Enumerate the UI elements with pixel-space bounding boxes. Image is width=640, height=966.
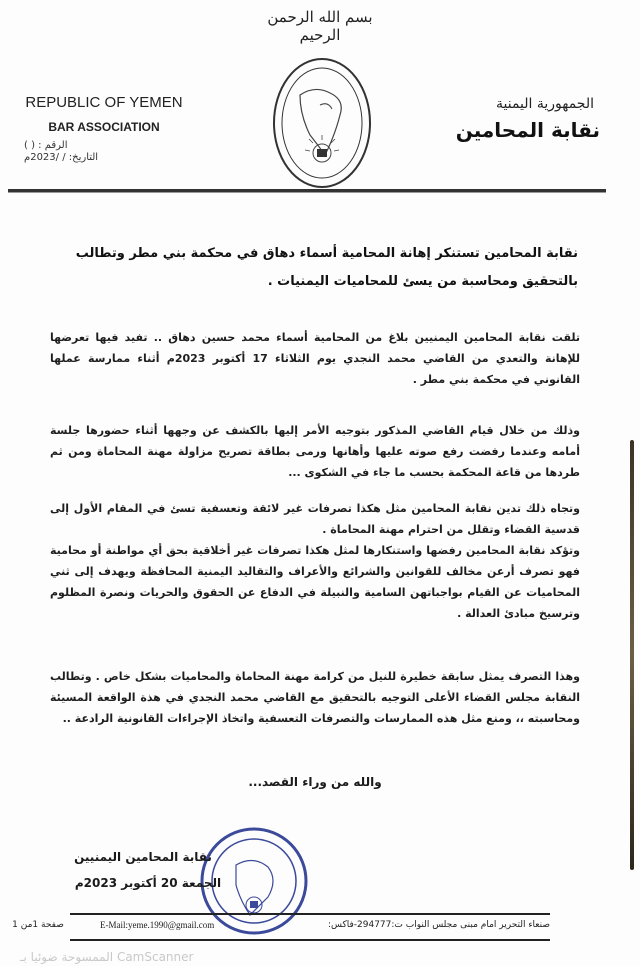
paragraph-4: وتؤكد نقابة المحامين رفضها واستنكارها لمثل هكذا تصرفات غير أخلاقية بحق أي مواطنة أو محامية فهو تصرف أرعن مخالف للقوانين والشرائع والأعراف والتقاليد اليمنية المحافظة ويهدف إلى ثني المحاميات عن القيام بواجباتهن السامية والنبيلة في الدفاع عن الحقوق والحريات ونصرة المظلوم وترسيخ مبادئ العدالة . (50, 544, 580, 620)
footer-top-rule (70, 913, 550, 915)
footer-address: صنعاء التحرير أمام مبنى مجلس النواب ت:294777-فاكس: (327, 920, 550, 930)
bar-association-emblem-logo (270, 55, 374, 191)
header-divider (8, 189, 606, 193)
reference-date: التاريخ: / /2023م (24, 152, 99, 163)
arabic-country-heading: الجمهورية اليمنية (495, 96, 594, 112)
camscanner-watermark: CamScanner الممسوحة ضوئيا بـ (20, 950, 194, 964)
statement-title: نقابة المحامين تستنكر إهانة المحامية أسماء دهاق في محكمة بني مطر وتطالب بالتحقيق ومحاسبة من يسئ للمحاميات اليمنيات . (75, 246, 578, 289)
reference-block (24, 140, 154, 164)
signature-date: الجمعة 20 أكتوبر 2023م (74, 876, 222, 890)
footer-email: E-Mail:yeme.1990@gmail.com (100, 920, 215, 930)
republic-of-yemen-heading: REPUBLIC OF YEMEN (25, 94, 183, 111)
basmala-calligraphy: بسم الله الرحمن الرحيم (267, 8, 373, 44)
page-indicator: صفحة 1من 1 (12, 920, 64, 930)
bar-association-heading: BAR ASSOCIATION (48, 120, 160, 134)
paragraph-2: وذلك من خلال قيام القاضي المذكور بتوجيه الأمر إليها بالكشف عن وجهها أثناء حضورها جلسة أمامه وعندما رفضت رفع صوته عليها وأهانها ورمى بطاقة تصريح مزاولة مهنة المحاماة ومن ثم طردها من قاعة المحكمة بحسب ما جاء في الشكوى ... (50, 424, 580, 479)
footer-bottom-rule (70, 939, 550, 941)
paragraph-1: تلقت نقابة المحامين اليمنيين بلاغ من المحامية أسماء محمد حسين دهاق .. تفيد فيها تعرضها للإهانة والتعدي من القاضي محمد النجدي يوم الثلاثاء 17 أكتوبر 2023م أثناء ممارسة عملها القانوني في محكمة بني مطر . (50, 331, 580, 386)
arabic-org-heading: نقابة المحامين (455, 118, 600, 142)
paragraph-3: وتجاه ذلك تدين نقابة المحامين مثل هكذا تصرفات غير لائقة وتعسفية تسئ في المقام الأول إلى قدسية القضاء وتقلل من احترام مهنة المحاماة . (50, 502, 580, 536)
reference-number: الرقم : ( ) (24, 140, 68, 151)
signature-org: نقابة المحامين اليمنيين (74, 850, 212, 864)
closing-phrase: والله من وراء القصد... (248, 775, 382, 789)
photo-edge-shadow (630, 440, 634, 870)
paragraph-5: وهذا التصرف يمثل سابقة خطيرة للنيل من كرامة مهنة المحاماة والمحاميات بشكل خاص . وتطالب النقابة مجلس القضاء الأعلى التوجيه بالتحقيق مع القاضي محمد النجدي في هذة الواقعة المسيئة ومحاسبته ،، ومنع مثل هذه الممارسات والتصرفات التعسفية واتخاذ الإجراءات القانونية الرادعة .. (50, 670, 580, 725)
